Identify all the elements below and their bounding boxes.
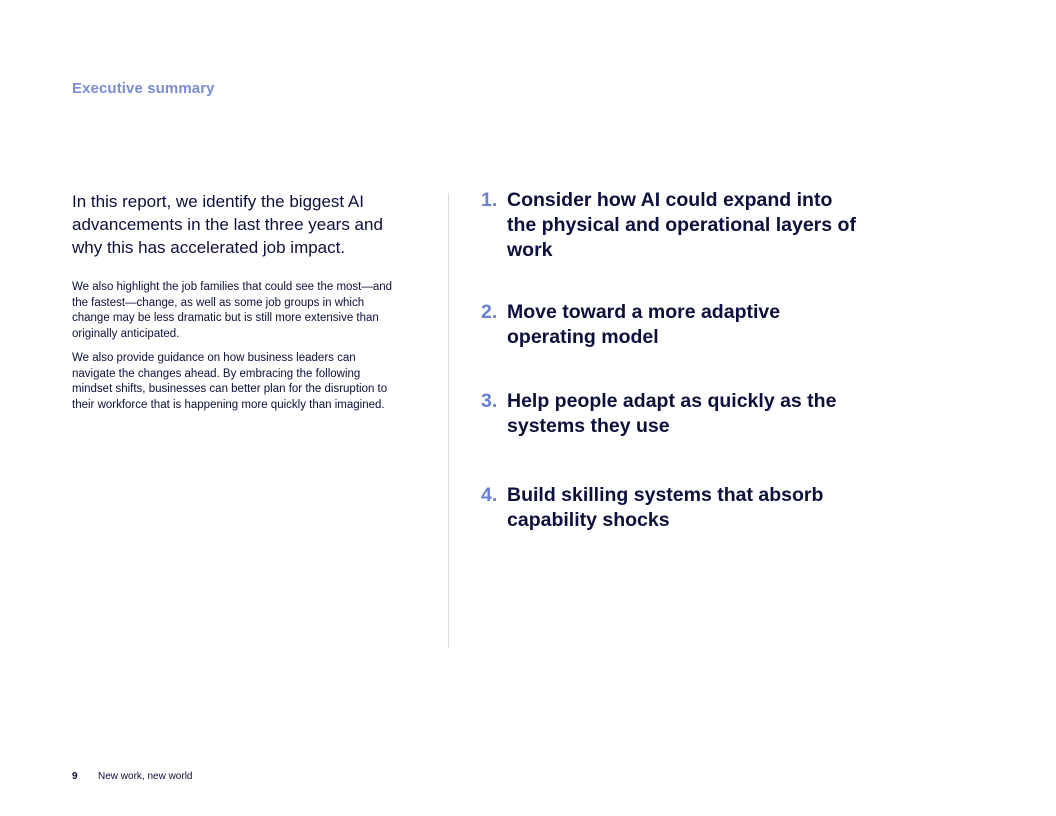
body-paragraph-job-families: We also highlight the job families that could see the most—and the fastest—change, as well as some job groups in which change may be less dramatic but is still more extensive than originally anticipated. [72,281,393,340]
mindset-shift-text: Consider how AI could expand into the physical and operational layers of work [507,189,856,261]
body-paragraph-guidance: We also provide guidance on how business leaders can navigate the changes ahead. By embracing the following mindset shifts, businesses can better plan for the disruption to their workforce that is happening more quickly than imagined. [72,352,388,411]
mindset-shift-item [481,188,861,263]
mindset-shift-number: 3. [481,390,498,412]
mindset-shift-item [481,483,861,533]
page-footer [72,771,192,782]
mindset-shift-number: 1. [481,189,498,211]
mindset-shift-text: Help people adapt as quickly as the systems they use [507,390,837,437]
mindset-shift-text: Move toward a more adaptive operating model [507,301,781,348]
page-number: 9 [72,771,78,782]
mindset-shift-item [481,389,861,439]
intro-statement: In this report, we identify the biggest AI advancements in the last three years and why this has accelerated job impact. [72,192,383,257]
mindset-shift-number: 4. [481,484,498,506]
column-divider [448,193,449,648]
mindset-shift-item [481,300,861,350]
report-title: New work, new world [98,771,193,782]
mindset-shift-text: Build skilling systems that absorb capability shocks [507,484,824,531]
section-label: Executive summary [72,80,215,97]
mindset-shift-number: 2. [481,301,498,323]
